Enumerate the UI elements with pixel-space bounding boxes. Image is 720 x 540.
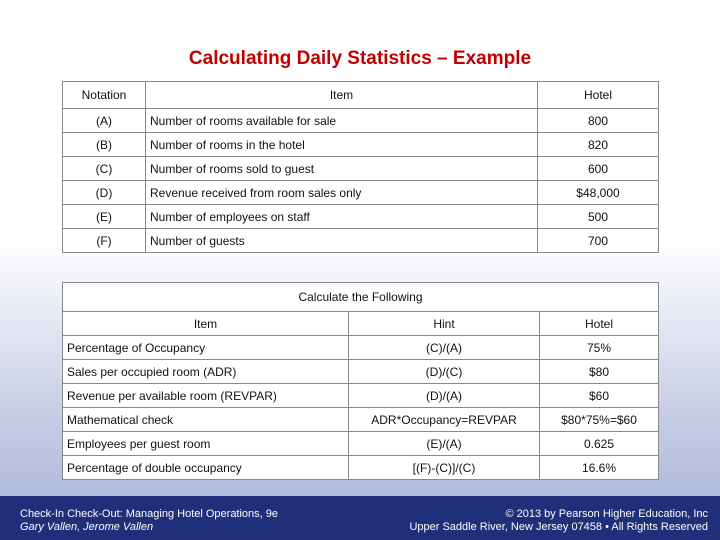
table-row bbox=[63, 408, 659, 432]
item-cell: Revenue per available room (REVPAR) bbox=[63, 384, 349, 408]
hotel-cell: 800 bbox=[538, 109, 659, 133]
hotel-cell: $48,000 bbox=[538, 181, 659, 205]
item-cell: Revenue received from room sales only bbox=[146, 181, 538, 205]
hotel-cell: 600 bbox=[538, 157, 659, 181]
footer-bar bbox=[0, 496, 720, 540]
header-hint: Hint bbox=[349, 312, 540, 336]
item-cell: Number of guests bbox=[146, 229, 538, 253]
table-header-row bbox=[63, 312, 659, 336]
item-cell: Employees per guest room bbox=[63, 432, 349, 456]
hint-cell: ADR*Occupancy=REVPAR bbox=[349, 408, 540, 432]
hint-cell: (D)/(A) bbox=[349, 384, 540, 408]
slide-title: Calculating Daily Statistics – Example bbox=[188, 48, 532, 69]
book-authors: Gary Vallen, Jerome Vallen bbox=[20, 521, 154, 533]
header-item: Item bbox=[146, 82, 538, 109]
table-caption-row bbox=[63, 283, 659, 312]
item-cell: Sales per occupied room (ADR) bbox=[63, 360, 349, 384]
hotel-cell: 16.6% bbox=[540, 456, 659, 480]
table-row bbox=[63, 456, 659, 480]
book-title: Check-In Check-Out: Managing Hotel Operations, 9e bbox=[20, 508, 279, 520]
item-cell: Number of rooms in the hotel bbox=[146, 133, 538, 157]
table-row bbox=[63, 109, 659, 133]
item-cell: Percentage of double occupancy bbox=[63, 456, 349, 480]
notation-cell: (E) bbox=[63, 205, 146, 229]
table-caption: Calculate the Following bbox=[63, 283, 659, 312]
header-hotel: Hotel bbox=[538, 82, 659, 109]
hint-cell: [(F)-(C)]/(C) bbox=[349, 456, 540, 480]
table-header-row bbox=[63, 82, 659, 109]
hotel-cell: 0.625 bbox=[540, 432, 659, 456]
item-cell: Percentage of Occupancy bbox=[63, 336, 349, 360]
hotel-cell: 75% bbox=[540, 336, 659, 360]
footer-right bbox=[409, 508, 708, 534]
table-row bbox=[63, 157, 659, 181]
table-row bbox=[63, 384, 659, 408]
hotel-cell: $80 bbox=[540, 360, 659, 384]
hint-cell: (D)/(C) bbox=[349, 360, 540, 384]
item-cell: Number of rooms available for sale bbox=[146, 109, 538, 133]
publisher-address: Upper Saddle River, New Jersey 07458 • All Rights Reserved bbox=[409, 521, 708, 533]
hint-cell: (E)/(A) bbox=[349, 432, 540, 456]
hint-cell: (C)/(A) bbox=[349, 336, 540, 360]
hotel-cell: $80*75%=$60 bbox=[540, 408, 659, 432]
table-row bbox=[63, 205, 659, 229]
notation-cell: (B) bbox=[63, 133, 146, 157]
notation-cell: (D) bbox=[63, 181, 146, 205]
header-notation: Notation bbox=[63, 82, 146, 109]
copyright-text: © 2013 by Pearson Higher Education, Inc bbox=[505, 508, 708, 520]
table-row bbox=[63, 133, 659, 157]
daily-stats-table bbox=[62, 81, 659, 253]
table-row bbox=[63, 181, 659, 205]
table-row bbox=[63, 229, 659, 253]
hotel-cell: 500 bbox=[538, 205, 659, 229]
item-cell: Number of rooms sold to guest bbox=[146, 157, 538, 181]
table-row bbox=[63, 432, 659, 456]
notation-cell: (A) bbox=[63, 109, 146, 133]
hotel-cell: 820 bbox=[538, 133, 659, 157]
item-cell: Mathematical check bbox=[63, 408, 349, 432]
header-item: Item bbox=[63, 312, 349, 336]
table-row bbox=[63, 360, 659, 384]
header-hotel: Hotel bbox=[540, 312, 659, 336]
hotel-cell: $60 bbox=[540, 384, 659, 408]
notation-cell: (C) bbox=[63, 157, 146, 181]
item-cell: Number of employees on staff bbox=[146, 205, 538, 229]
hotel-cell: 700 bbox=[538, 229, 659, 253]
footer-left bbox=[20, 508, 278, 534]
table-row bbox=[63, 336, 659, 360]
notation-cell: (F) bbox=[63, 229, 146, 253]
calculate-table bbox=[62, 282, 659, 480]
